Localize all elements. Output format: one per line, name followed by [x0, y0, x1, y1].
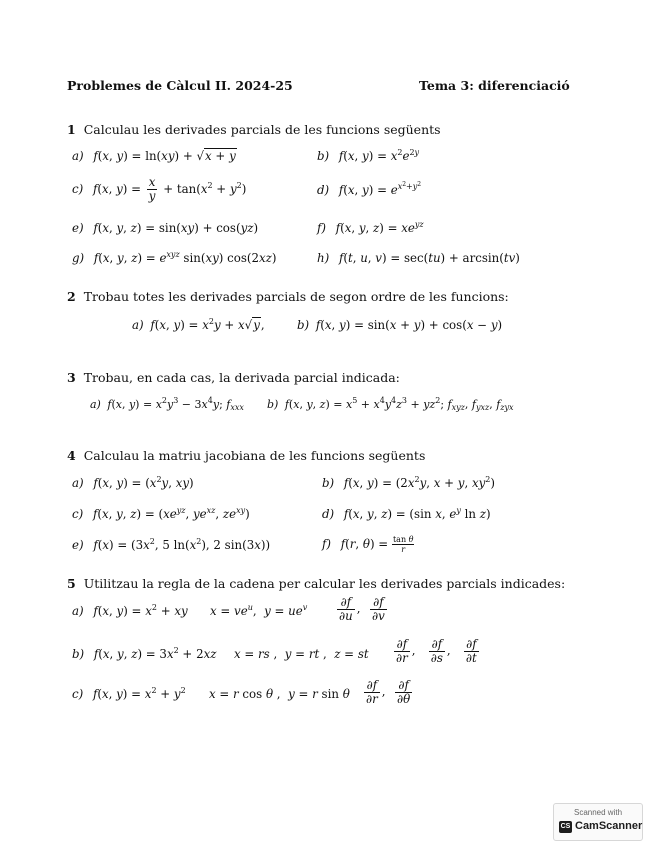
q5-item-b: [72, 647, 216, 661]
question-2-title: [67, 289, 509, 304]
topic-title: Tema 3: diferenciació: [419, 78, 570, 93]
q4-formula-a: f(x, $y) = (x^2y$, xy): [93, 475, 194, 490]
q1-formula-b: f(x, $y) = x^2e^{2y}$: [338, 148, 420, 163]
q1-label-b: b): [317, 149, 330, 163]
q4-formula-c: f(x, y, $z) = (xe^{yz}$, $ye^{xz}$, $ze^{xy}$): [92, 506, 250, 521]
question-1-title: [67, 122, 441, 137]
q1-label-g: g): [72, 251, 85, 265]
q5-formula-c: f(x, $y) = x^2 + y^2$: [92, 686, 186, 701]
q4-label-e: e): [72, 538, 84, 552]
q1-formula-a: f(x, y) = ln(xy) + √x + y: [93, 149, 236, 163]
q1-formula-f: f(x, y, $z) = xe^{yz}$: [335, 220, 424, 235]
q1-label-e: e): [72, 221, 84, 235]
q2-formula-a: f(x, $y) = x^2y + x√y$,: [150, 317, 265, 332]
q1-item-e: [72, 221, 258, 235]
q3-formula-a: f(x, $y) = x^2y^3 - 3x^4y$; $f_{xxx}$: [107, 396, 244, 412]
question-4-number: 4: [67, 448, 76, 463]
q1-item-d: [317, 183, 421, 197]
q4-item-c: [72, 507, 250, 521]
q5-substitution-b: x = rs , y = rt , z = st: [234, 647, 369, 661]
document-title: Problemes de Càlcul II. 2024-25: [67, 78, 293, 93]
camscanner-logo-icon: CS: [559, 821, 572, 833]
camscanner-watermark: [553, 803, 643, 841]
q1-item-c: [72, 176, 246, 203]
q1-label-d: d): [317, 183, 330, 197]
scanned-with-text: Scanned with: [573, 808, 623, 817]
q5-item-c: [72, 687, 186, 701]
q3-item-b: [267, 398, 514, 411]
q1-item-f: [317, 221, 424, 235]
question-4-title: [67, 448, 425, 463]
q1-formula-e: f(x, y, z) = sin(xy) + cos(yz): [93, 221, 259, 235]
q1-item-b: [317, 149, 419, 163]
q1-formula-h: f(t, u, v) = sec(tu) + arcsin(tv): [338, 251, 520, 265]
q1-label-c: c): [72, 181, 84, 196]
question-2-number: 2: [67, 289, 76, 304]
q1-formula-g: f(x, y, $z) = e^{xyz}$ sin(xy) cos(2xz): [93, 250, 277, 265]
q5-label-b: b): [72, 647, 85, 661]
question-5-number: 5: [67, 576, 76, 591]
q2-item-a: [132, 318, 265, 332]
q4-formula-f: f(r, θ) = $\frac{\text{tan θ}}{r}$: [340, 535, 414, 554]
q1-item-g: [72, 251, 277, 265]
camscanner-brand: CamScanner: [575, 820, 643, 832]
q5-formula-a: f(x, $y) = x^2$ + xy: [93, 603, 188, 618]
q5-derivatives-a: $\frac{\partial f}{\partial u}$ , $\frac{\partial f}{\partial v}$: [339, 595, 385, 623]
q4-item-e: [72, 538, 270, 552]
q4-label-b: b): [322, 476, 335, 490]
q2-item-b: [297, 318, 502, 332]
q3-label-a: a): [90, 398, 101, 411]
question-3-title: [67, 370, 400, 385]
q2-label-a: a): [132, 318, 144, 332]
q1-item-h: [317, 251, 520, 265]
q5-substitution-c: x = r cos θ , y = r sin θ: [209, 687, 350, 701]
q4-formula-d: f(x, y, z) = (sin x, $e^y$ ln z): [343, 506, 491, 521]
q5-label-a: a): [72, 604, 84, 618]
q4-label-a: a): [72, 476, 84, 490]
q1-formula-d: f(x, $y) = e^{x^2+y^2}$: [338, 181, 422, 197]
q1-item-a: [72, 149, 237, 163]
q5-label-c: c): [72, 687, 84, 701]
q5-substitution-a: $x = ve^u$, $y = ue^v$: [210, 603, 308, 618]
q3-label-b: b): [267, 398, 279, 411]
q1-label-h: h): [317, 251, 330, 265]
q3-item-a: [90, 398, 244, 411]
question-1-text: Calculau les derivades parcials de les funcions següents: [83, 122, 441, 137]
q4-label-c: c): [72, 507, 84, 521]
question-5-title: [67, 576, 565, 591]
q4-label-f: f): [322, 536, 331, 551]
q4-item-d: [322, 507, 491, 521]
q5-derivatives-c: $\frac{\partial f}{\partial r}$ , $\frac{\partial f}{\partial\theta}$: [366, 678, 411, 706]
question-5-text: Utilitzau la regla de la cadena per calcular les derivades parcials indicades:: [83, 576, 566, 591]
q4-item-b: [322, 476, 495, 490]
q5-item-a: [72, 604, 188, 618]
q5-formula-b: f(x, y, $z) = 3x^2 + 2xz$: [93, 646, 217, 661]
question-3-number: 3: [67, 370, 76, 385]
q5-derivatives-b: $\frac{\partial f}{\partial r}$ , $\frac{\partial f}{\partial s}$ , $\frac{\partial f}{\partial t}$: [396, 637, 477, 665]
q4-item-f: [322, 535, 414, 554]
question-3-text: Trobau, en cada cas, la derivada parcial indicada:: [83, 370, 400, 385]
q3-formula-b: f(x, y, $z) = x^5 + x^4y^4z^3 + yz^2$; $f_{xyz}$, $f_{yxz}$, $f_{zyx}$: [284, 396, 514, 412]
q1-label-a: a): [72, 149, 84, 163]
question-4-text: Calculau la matriu jacobiana de les funcions següents: [83, 448, 426, 463]
q4-item-a: [72, 476, 194, 490]
q2-formula-b: f(x, y) = sin(x + y) + cos(x − y): [315, 318, 503, 332]
q2-label-b: b): [297, 318, 310, 332]
q1-formula-c: f(x, y) = $\frac{x}{y}$ + $\tan(x^2 + y^2)$: [92, 175, 247, 203]
q1-label-f: f): [317, 221, 326, 235]
q4-formula-b: f(x, $y) = (2x^2y$, x + y, $xy^2$): [343, 475, 495, 490]
question-2-text: Trobau totes les derivades parcials de segon ordre de les funcions:: [83, 289, 509, 304]
question-1-number: 1: [67, 122, 76, 137]
q4-label-d: d): [322, 507, 335, 521]
q4-formula-e: $f(x) = (3x^2$, 5 $\ln(x^2)$, 2 sin(3x)): [93, 537, 271, 552]
